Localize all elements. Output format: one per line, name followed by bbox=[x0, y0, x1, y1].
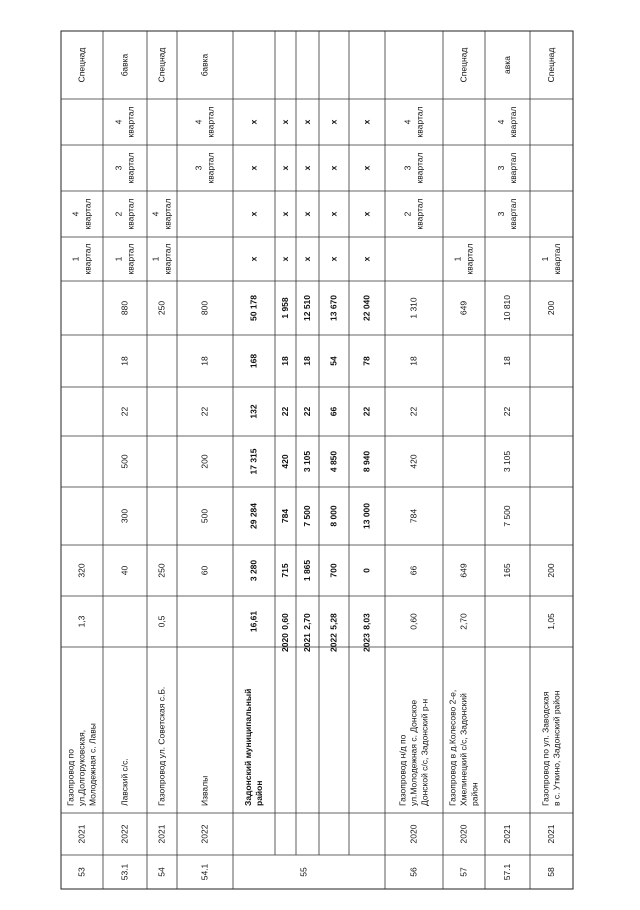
row-54-1-name-line: Извалы bbox=[199, 775, 210, 806]
row-53-1-q2-label: квартал bbox=[125, 198, 136, 230]
row-55-2023-v3: 8 940 bbox=[361, 450, 372, 473]
row-55-2021-q1-x: х bbox=[301, 256, 312, 262]
row-57-name-line: район bbox=[469, 782, 480, 806]
row-53-q2-label: квартал bbox=[82, 198, 93, 230]
row-53-1-q2-num: 2 bbox=[113, 211, 124, 217]
row-55-2020-q4-x: х bbox=[279, 119, 290, 125]
row-57-spec: Спецнад bbox=[458, 47, 469, 83]
row-55-2023-total: 22 040 bbox=[361, 295, 372, 321]
row-55-2021-len: 2,70 bbox=[301, 613, 312, 630]
row-55-head-v1: 3 280 bbox=[248, 559, 259, 582]
row-53-1-v1: 40 bbox=[119, 565, 130, 576]
row-54-spec: Спецнад bbox=[156, 47, 167, 83]
row-54-1-q3-label: квартал bbox=[205, 152, 216, 184]
row-54-q2-num: 4 bbox=[150, 211, 161, 217]
row-56-num: 56 bbox=[408, 867, 419, 877]
row-55-2021-total: 12 510 bbox=[301, 295, 312, 321]
row-53-num: 53 bbox=[76, 867, 87, 877]
row-54-1-q4-num: 4 bbox=[193, 119, 204, 125]
row-55-2023-v2: 13 000 bbox=[361, 503, 372, 529]
row-58-q1-label: квартал bbox=[551, 243, 562, 275]
row-55-2022-len: 5,28 bbox=[328, 613, 339, 630]
row-58-spec: Спецнад bbox=[545, 47, 556, 83]
row-57-1-q4-label: квартал bbox=[507, 106, 518, 138]
row-55-2022-q4-x: х bbox=[328, 119, 339, 125]
row-55-2021-v2: 7 500 bbox=[301, 505, 312, 527]
row-56-q3-label: квартал bbox=[414, 152, 425, 184]
row-53-1-q4-label: квартал bbox=[125, 106, 136, 138]
row-53-q2-num: 4 bbox=[70, 211, 81, 217]
row-55-2023-q3-x: х bbox=[361, 165, 372, 171]
row-53-name-line: Газопровод по bbox=[65, 749, 76, 806]
row-54-v1: 250 bbox=[156, 563, 167, 578]
table-cells bbox=[65, 48, 562, 881]
row-55-2021-v1: 1 865 bbox=[301, 559, 312, 582]
row-55-2021-q4-x: х bbox=[301, 119, 312, 125]
row-57-1-v5: 18 bbox=[501, 356, 512, 366]
row-54-q1-num: 1 bbox=[150, 256, 161, 262]
row-54-1-num: 54.1 bbox=[199, 863, 210, 881]
row-54-total: 250 bbox=[156, 300, 167, 316]
row-55-head-q2-x: х bbox=[248, 211, 259, 217]
row-55-2020-v4: 22 bbox=[279, 406, 290, 417]
row-55-2021-q2-x: х bbox=[301, 211, 312, 217]
row-54-year: 2021 bbox=[156, 824, 167, 844]
row-57-q1-label: квартал bbox=[464, 243, 475, 275]
row-57-1-total: 10 810 bbox=[501, 295, 512, 321]
row-54-1-q3-num: 3 bbox=[193, 165, 204, 171]
row-57-1-q3-label: квартал bbox=[507, 152, 518, 184]
row-53-v1: 320 bbox=[76, 563, 87, 578]
row-56-v2: 784 bbox=[408, 508, 419, 524]
row-55-2022-v2: 8 000 bbox=[328, 505, 339, 527]
row-53-spec: Спецнад bbox=[76, 47, 87, 83]
row-53-name-line: Молодежная с. Лавы bbox=[87, 723, 98, 806]
row-57-len: 2,70 bbox=[458, 613, 469, 630]
row-54-1-spec: бавка bbox=[199, 53, 210, 77]
row-53-len: 1,3 bbox=[76, 615, 87, 628]
row-55-2020-v1: 715 bbox=[279, 563, 290, 578]
row-57-name-line: Газопровод в д.Колесово 2-е, bbox=[447, 689, 458, 806]
row-53-year: 2021 bbox=[76, 824, 87, 844]
row-53-1-q1-num: 1 bbox=[113, 256, 124, 262]
row-55-2022-v4: 66 bbox=[328, 406, 339, 417]
row-56-v3: 420 bbox=[408, 454, 419, 469]
row-58-len: 1,05 bbox=[545, 613, 556, 630]
row-54-1-v5: 18 bbox=[199, 356, 210, 366]
row-55-2021-year: 2021 bbox=[301, 633, 312, 652]
row-56-name-line: ул.Молодежная с. Донское bbox=[408, 699, 419, 806]
row-55-2022-q2-x: х bbox=[328, 211, 339, 217]
row-54-1-v4: 22 bbox=[199, 406, 210, 417]
row-55-2022-q1-x: х bbox=[328, 256, 339, 262]
row-53-q1-num: 1 bbox=[70, 256, 81, 262]
row-58-name-line: в с. Уткино, Задонский район bbox=[551, 690, 562, 806]
row-55-2021-v5: 18 bbox=[301, 356, 312, 366]
row-56-q2-num: 2 bbox=[402, 211, 413, 217]
row-53-1-v3: 500 bbox=[119, 454, 130, 469]
table-grid bbox=[61, 31, 573, 889]
row-55-2022-total: 13 670 bbox=[328, 295, 339, 321]
row-54-1-year: 2022 bbox=[199, 824, 210, 844]
row-56-v4: 22 bbox=[408, 406, 419, 417]
row-57-name-line: Хмелинецкий с/с, Задонский bbox=[458, 693, 469, 806]
row-55-head-name-line: Задонский муниципальный bbox=[242, 688, 253, 806]
row-55-2021-q3-x: х bbox=[301, 165, 312, 171]
row-55-2023-len: 8,03 bbox=[361, 613, 372, 630]
row-58-total: 200 bbox=[545, 300, 556, 316]
row-57-num: 57 bbox=[458, 867, 469, 877]
row-57-1-v1: 165 bbox=[501, 563, 512, 578]
row-53-1-spec: бавка bbox=[119, 53, 130, 77]
row-55-head-v4: 132 bbox=[248, 404, 259, 419]
row-55-2020-q1-x: х bbox=[279, 256, 290, 262]
row-57-1-v2: 7 500 bbox=[501, 505, 512, 527]
row-54-1-v1: 60 bbox=[199, 565, 210, 576]
row-55-head-v3: 17 315 bbox=[248, 448, 259, 475]
row-58-v1: 200 bbox=[545, 563, 556, 578]
row-55-head-len: 16,61 bbox=[248, 610, 259, 633]
row-55-head-total: 50 178 bbox=[248, 295, 259, 321]
row-58-year: 2021 bbox=[545, 824, 556, 844]
row-55-2023-v5: 78 bbox=[361, 356, 372, 366]
row-53-1-v5: 18 bbox=[119, 356, 130, 366]
row-55-2021-v4: 22 bbox=[301, 406, 312, 417]
row-56-q2-label: квартал bbox=[414, 198, 425, 230]
row-55-2023-v4: 22 bbox=[361, 406, 372, 417]
row-57-1-v4: 22 bbox=[501, 406, 512, 417]
row-54-q2-label: квартал bbox=[162, 198, 173, 230]
row-54-num: 54 bbox=[156, 867, 167, 877]
row-55-2020-q3-x: х bbox=[279, 165, 290, 171]
row-55-2022-v3: 4 850 bbox=[328, 450, 339, 473]
row-55-head-v5: 168 bbox=[248, 353, 259, 369]
row-56-name-line: Донской с/с, Задонский р-н bbox=[419, 698, 430, 806]
row-55-2023-q2-x: х bbox=[361, 211, 372, 217]
row-55-2020-v5: 18 bbox=[279, 356, 290, 366]
row-53-1-v4: 22 bbox=[119, 406, 130, 417]
row-53-1-q3-label: квартал bbox=[125, 152, 136, 184]
row-56-total: 1 310 bbox=[408, 297, 419, 319]
row-56-name-line: Газопровод н/д по bbox=[397, 734, 408, 806]
row-53-1-q4-num: 4 bbox=[113, 119, 124, 125]
row-57-v1: 649 bbox=[458, 563, 469, 578]
row-57-1-year: 2021 bbox=[501, 824, 512, 844]
row-55-head-q4-x: х bbox=[248, 119, 259, 125]
row-57-1-q3-num: 3 bbox=[495, 165, 506, 171]
row-56-q4-num: 4 bbox=[402, 119, 413, 125]
row-54-1-v3: 200 bbox=[199, 454, 210, 469]
row-55-2021-v3: 3 105 bbox=[301, 450, 312, 473]
row-55-2023-q4-x: х bbox=[361, 119, 372, 125]
row-55-2023-v1: 0 bbox=[361, 568, 372, 573]
row-57-year: 2020 bbox=[458, 824, 469, 844]
row-58-q1-num: 1 bbox=[539, 256, 550, 262]
row-53-1-q3-num: 3 bbox=[113, 165, 124, 171]
row-55-head-v2: 29 284 bbox=[248, 503, 259, 529]
row-53-name-line: ул.Долгоруковская, bbox=[76, 729, 87, 806]
row-54-q1-label: квартал bbox=[162, 243, 173, 275]
row-55-num: 55 bbox=[298, 867, 309, 877]
row-55-head-q3-x: х bbox=[248, 165, 259, 171]
row-53-1-v2: 300 bbox=[119, 508, 130, 524]
row-53-1-year: 2022 bbox=[119, 824, 130, 844]
row-53-1-total: 880 bbox=[119, 300, 130, 316]
row-55-2020-total: 1 958 bbox=[279, 297, 290, 319]
row-57-total: 649 bbox=[458, 300, 469, 316]
row-56-q3-num: 3 bbox=[402, 165, 413, 171]
row-53-q1-label: квартал bbox=[82, 243, 93, 275]
row-55-2022-q3-x: х bbox=[328, 165, 339, 171]
row-55-head-q1-x: х bbox=[248, 256, 259, 262]
row-56-q4-label: квартал bbox=[414, 106, 425, 138]
row-57-1-spec: авка bbox=[501, 56, 512, 74]
row-55-2020-year: 2020 bbox=[279, 633, 290, 652]
row-57-1-q2-label: квартал bbox=[507, 198, 518, 230]
row-54-1-v2: 500 bbox=[199, 508, 210, 524]
row-53-1-q1-label: квартал bbox=[125, 243, 136, 275]
row-55-2022-v5: 54 bbox=[328, 356, 339, 366]
row-57-1-v3: 3 105 bbox=[501, 450, 512, 473]
row-56-v5: 18 bbox=[408, 356, 419, 366]
row-58-name-line: Газопровод по ул. Заводская bbox=[540, 691, 551, 806]
row-56-year: 2020 bbox=[408, 824, 419, 844]
row-57-1-q2-num: 3 bbox=[495, 211, 506, 217]
row-57-1-num: 57.1 bbox=[501, 863, 512, 881]
row-55-head-name-line: район bbox=[253, 780, 264, 806]
row-58-num: 58 bbox=[545, 867, 556, 877]
row-53-1-name-line: Лавский с/с. bbox=[119, 758, 130, 806]
row-55-2020-len: 0,60 bbox=[279, 613, 290, 630]
row-56-len: 0,60 bbox=[408, 613, 419, 630]
row-55-2022-year: 2022 bbox=[328, 633, 339, 652]
row-54-1-q4-label: квартал bbox=[205, 106, 216, 138]
row-55-2020-q2-x: х bbox=[279, 211, 290, 217]
row-55-2020-v2: 784 bbox=[279, 508, 290, 524]
row-54-1-total: 800 bbox=[199, 300, 210, 316]
row-57-q1-num: 1 bbox=[452, 256, 463, 262]
row-55-2020-v3: 420 bbox=[279, 454, 290, 469]
row-54-name-line: Газопровод ул. Советская с.Б. bbox=[156, 686, 167, 806]
row-55-2023-q1-x: х bbox=[361, 256, 372, 262]
row-54-len: 0,5 bbox=[156, 615, 167, 628]
row-56-v1: 66 bbox=[408, 565, 419, 576]
row-55-2023-year: 2023 bbox=[361, 633, 372, 652]
row-53-1-num: 53.1 bbox=[119, 863, 130, 881]
row-55-2022-v1: 700 bbox=[328, 563, 339, 578]
row-57-1-q4-num: 4 bbox=[495, 119, 506, 125]
